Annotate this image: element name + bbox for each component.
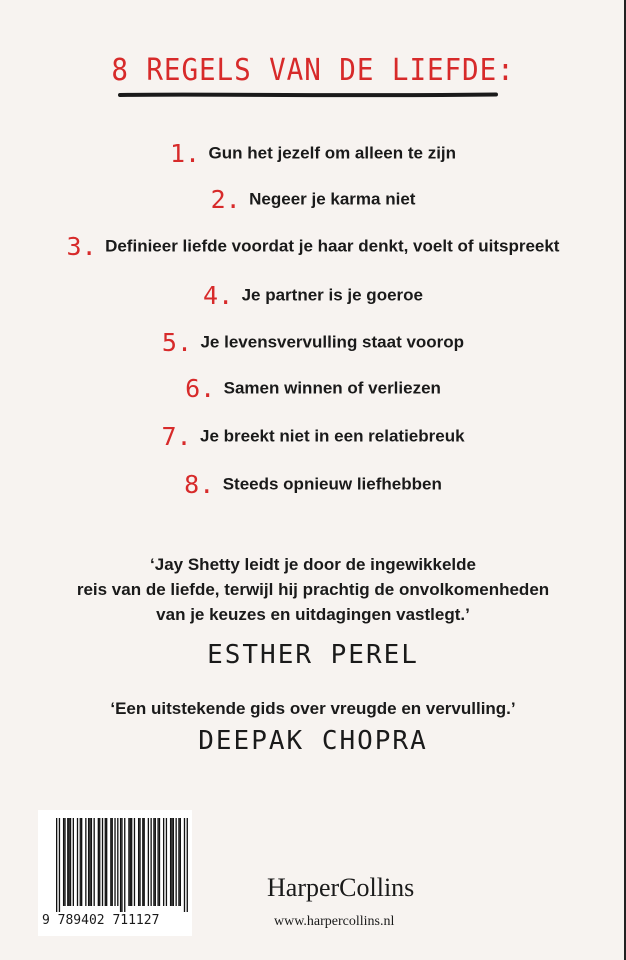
barcode-bar xyxy=(142,818,143,906)
barcode-bar xyxy=(89,818,90,906)
quote-author-esther-perel: ESTHER PEREL xyxy=(207,640,419,670)
barcode-bar xyxy=(170,818,171,906)
barcode-bar xyxy=(134,818,135,906)
barcode-bar xyxy=(117,818,118,906)
quote-deepak-chopra xyxy=(0,696,626,721)
rule-number: 7. xyxy=(161,422,192,451)
quote-line: ‘Een uitstekende gids over vreugde en vervulling.’ xyxy=(110,699,516,718)
barcode-bar xyxy=(166,818,167,906)
rule-number: 1. xyxy=(169,139,201,168)
barcode-bar xyxy=(59,818,60,912)
isbn-digits: 9 789402 711127 xyxy=(42,913,160,928)
barcode-bar xyxy=(157,818,158,906)
barcode-bar xyxy=(150,818,151,906)
barcode-bar xyxy=(163,818,164,906)
rule-text: Gun het jezelf om alleen te zijn xyxy=(208,143,457,163)
rule-item-6 xyxy=(0,374,626,403)
rule-text: Steeds opnieuw liefhebben xyxy=(222,474,442,494)
barcode-bar xyxy=(175,818,176,906)
barcode-bar xyxy=(69,818,70,906)
barcode-bar xyxy=(70,818,71,906)
barcode-bar xyxy=(173,818,174,906)
barcode-bar xyxy=(88,818,89,906)
quote-line: van je keuzes en uitdagingen vastlegt.’ xyxy=(156,605,470,624)
rule-item-8 xyxy=(0,470,626,499)
barcode-bar xyxy=(77,818,78,906)
rule-text: Je levensvervulling staat voorop xyxy=(200,332,465,352)
barcode-bar xyxy=(180,818,181,906)
barcode-bar xyxy=(91,818,92,906)
rule-number: 4. xyxy=(203,281,234,310)
quote-line: ‘Jay Shetty leidt je door de ingewikkelde xyxy=(150,555,476,574)
barcode-bar xyxy=(80,818,81,906)
quote-line: reis van de liefde, terwijl hij prachtig de onvolkomenheden xyxy=(76,580,550,599)
rule-number: 6. xyxy=(185,374,216,403)
barcode-bar xyxy=(159,818,160,906)
barcode-bar xyxy=(85,818,86,906)
rule-number: 8. xyxy=(184,470,215,499)
barcode-bar xyxy=(120,818,121,912)
publisher-website: www.harpercollins.nl xyxy=(274,914,395,929)
rule-item-2 xyxy=(0,185,626,214)
barcode-bar xyxy=(67,818,68,906)
headline: 8 REGELS VAN DE LIEFDE: xyxy=(111,53,515,88)
rule-item-7 xyxy=(0,422,626,451)
barcode-bar xyxy=(155,818,156,906)
barcode-bar xyxy=(187,818,188,912)
barcode-bar xyxy=(138,818,139,906)
publisher-logo: HarperCollins xyxy=(267,873,415,902)
rule-item-5 xyxy=(0,328,626,357)
rule-item-3 xyxy=(0,232,626,261)
barcode-bar xyxy=(94,818,95,906)
barcode-bar xyxy=(102,818,103,906)
barcode-bar xyxy=(131,818,132,906)
rule-text: Negeer je karma niet xyxy=(249,189,416,209)
rule-number: 2. xyxy=(210,185,241,214)
barcode-bar xyxy=(144,818,145,906)
barcode-bar xyxy=(171,818,172,906)
rule-item-1 xyxy=(0,139,626,168)
barcode-bar xyxy=(148,818,149,906)
barcode-bar xyxy=(130,818,131,906)
rule-text: Je breekt niet in een relatiebreuk xyxy=(200,426,465,446)
barcode-bar xyxy=(153,818,154,906)
rule-text: Je partner is je goeroe xyxy=(241,285,423,305)
barcode-bar xyxy=(110,818,111,906)
barcode-bar xyxy=(128,818,129,906)
rule-number: 3. xyxy=(66,232,97,261)
barcode-bar xyxy=(184,818,185,912)
barcode-bar xyxy=(63,818,64,906)
barcode-bar xyxy=(121,818,122,912)
barcode-bars xyxy=(56,818,188,912)
headline-underline xyxy=(118,92,498,98)
barcode-bar xyxy=(73,818,74,906)
barcode-bar xyxy=(139,818,140,906)
barcode-bar xyxy=(106,818,107,906)
barcode-bar xyxy=(112,818,113,906)
rule-number: 5. xyxy=(161,328,193,357)
quote-esther-perel xyxy=(0,552,626,627)
barcode-bar xyxy=(98,818,99,906)
rule-text: Definieer liefde voordat je haar denkt, voelt of uitspreekt xyxy=(105,236,560,256)
barcode-bar xyxy=(105,818,106,906)
quote-author-deepak-chopra: DEEPAK CHOPRA xyxy=(198,726,428,756)
barcode-bar xyxy=(64,818,65,906)
rule-text: Samen winnen of verliezen xyxy=(223,378,441,398)
barcode-bar xyxy=(114,818,115,906)
barcode-bar xyxy=(124,818,125,912)
rule-item-4 xyxy=(0,281,626,310)
isbn-barcode xyxy=(38,810,192,936)
barcode-bar xyxy=(81,818,82,906)
barcode-bar xyxy=(56,818,57,912)
barcode-bar xyxy=(99,818,100,906)
barcode-bar xyxy=(178,818,179,906)
